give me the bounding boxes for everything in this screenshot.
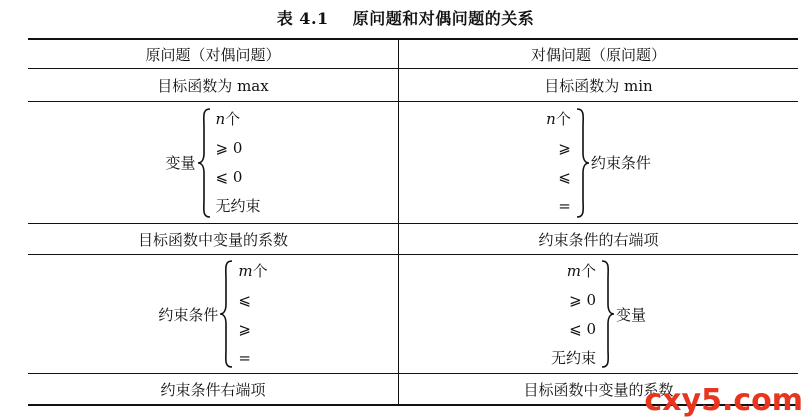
row1-dual: 目标函数为 min: [544, 76, 653, 95]
list-item: n个: [215, 109, 241, 128]
right-brace-icon: [575, 107, 591, 219]
row4-primal-label: 约束条件: [158, 305, 219, 324]
table-number: 表 4.1: [276, 9, 329, 28]
watermark: cxy5.com: [644, 383, 803, 418]
row1-primal: 目标函数为 max: [157, 76, 269, 95]
list-item: ⩽: [238, 291, 251, 309]
row5-dual: 目标函数中变量的系数: [523, 380, 674, 399]
list-item: ⩽ 0: [569, 320, 596, 338]
row2-primal-label: 变量: [165, 154, 196, 172]
header-dual: 对偶问题（原问题）: [530, 45, 666, 64]
list-item: ⩾ 0: [215, 138, 243, 157]
right-brace-icon: [600, 259, 616, 369]
list-item: =: [238, 349, 251, 367]
left-brace-icon: [218, 259, 234, 369]
list-item: m个: [566, 262, 596, 280]
row2-primal-items: [216, 105, 261, 221]
table-caption: [0, 6, 811, 29]
row2-primal: [28, 102, 398, 223]
row4-dual: [399, 255, 798, 373]
table-title: 原问题和对偶问题的关系: [352, 9, 535, 28]
row3-primal: 目标函数中变量的系数: [137, 230, 288, 249]
list-item: ⩾: [238, 320, 251, 338]
row2-dual-label: 约束条件: [590, 154, 651, 172]
row3-dual: 约束条件的右端项: [538, 230, 659, 249]
list-item: ⩾: [558, 138, 571, 157]
left-brace-icon: [196, 107, 212, 219]
row5-primal: 约束条件右端项: [160, 380, 266, 399]
list-item: m个: [238, 262, 268, 280]
row2-dual-items: [546, 105, 571, 221]
list-item: n个: [546, 109, 571, 128]
list-item: 无约束: [215, 196, 261, 215]
header-primal: 原问题（对偶问题）: [145, 45, 281, 64]
row4-dual-items: [551, 257, 596, 371]
row4-primal: [28, 255, 398, 373]
row4-dual-label: 变量: [616, 305, 647, 324]
row2-dual: [399, 102, 798, 223]
list-item: ⩽ 0: [215, 167, 243, 186]
list-item: ⩽: [558, 167, 571, 186]
row4-primal-items: [238, 257, 267, 371]
list-item: 无约束: [550, 349, 596, 367]
list-item: ⩾ 0: [569, 291, 596, 309]
list-item: =: [558, 196, 571, 215]
